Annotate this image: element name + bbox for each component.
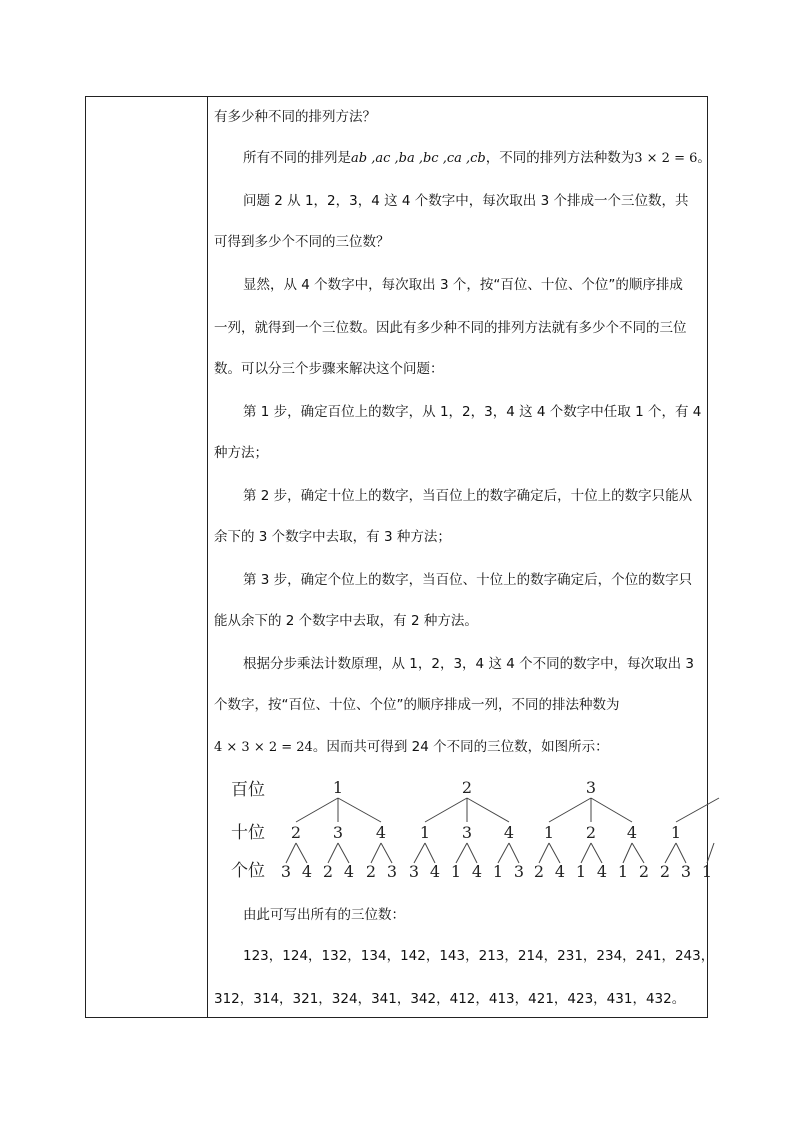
tree-branch-tens-units — [296, 843, 307, 863]
tens-digit: 3 — [461, 823, 473, 842]
tree-branch-tens-units — [707, 843, 714, 863]
units-digit: 1 — [701, 862, 713, 881]
tree-branch-hundreds-tens — [467, 798, 509, 822]
tens-digit: 2 — [290, 823, 302, 842]
tree-branch-tens-units — [338, 843, 349, 863]
text-line-2 — [243, 148, 711, 169]
text-line-18: 123，124，132，134，142，143，213，214，231，234，241，243， — [243, 948, 715, 964]
text-line-17: 由此可写出所有的三位数： — [243, 907, 405, 923]
tree-branch-hundreds-tens — [425, 798, 467, 822]
units-digit: 4 — [554, 862, 566, 881]
tens-digit: 1 — [670, 823, 682, 842]
units-digit: 3 — [513, 862, 525, 881]
digit-tree-diagram — [214, 772, 713, 886]
units-digit: 2 — [659, 862, 671, 881]
tens-digit: 4 — [626, 823, 638, 842]
text-line-14: 根据分步乘法计数原理，从 1，2，3，4 这 4 个不同的数字中，每次取出 3 — [243, 656, 694, 672]
text-line-10: 第 2 步，确定十位上的数字，当百位上的数字确定后，十位上的数字只能从 — [243, 488, 693, 504]
tree-branch-hundreds-tens — [338, 798, 381, 822]
tree-branch-hundreds-tens — [549, 798, 591, 822]
units-digit: 4 — [301, 862, 313, 881]
text-line-2-suffix: ，不同的排列方法种数为 — [485, 150, 635, 166]
tree-branch-tens-units — [456, 843, 467, 863]
text-line-4: 可得到多少个不同的三位数？ — [214, 234, 390, 250]
units-digit: 1 — [575, 862, 587, 881]
row-label-units: 个位 — [231, 861, 265, 881]
units-digit: 2 — [533, 862, 545, 881]
equation-3x2: 3 × 2 = 6 — [634, 151, 698, 166]
text-line-7: 数。可以分三个步骤来解决这个问题： — [214, 361, 444, 377]
units-digit: 3 — [386, 862, 398, 881]
tree-branch-tens-units — [581, 843, 591, 863]
tens-digit: 2 — [585, 823, 597, 842]
units-digit: 4 — [596, 862, 608, 881]
text-line-8: 第 1 步，确定百位上的数字，从 1，2，3，4 这 4 个数字中任取 1 个，有 4 — [243, 404, 702, 420]
tens-digit: 1 — [419, 823, 431, 842]
text-line-5: 显然，从 4 个数字中，每次取出 3 个，按“百位、十位、个位”的顺序排成 — [243, 277, 683, 293]
tree-branch-tens-units — [414, 843, 425, 863]
tree-branch-tens-units — [498, 843, 509, 863]
tree-branch-tens-units — [623, 843, 632, 863]
units-digit: 4 — [343, 862, 355, 881]
hundreds-digit: 3 — [585, 778, 597, 797]
text-line-11: 余下的 3 个数字中去取，有 3 种方法； — [214, 529, 451, 545]
units-digit: 3 — [408, 862, 420, 881]
tree-branch-hundreds-tens — [591, 798, 632, 822]
text-line-6: 一列，就得到一个三位数。因此有多少种不同的排列方法就有多少个不同的三位 — [214, 320, 687, 336]
permutations-list: ab ,ac ,ba ,bc ,ca ,cb — [351, 151, 486, 166]
tree-branch-tens-units — [591, 843, 602, 863]
units-digit: 1 — [617, 862, 629, 881]
row-label-tens: 十位 — [231, 823, 265, 843]
tree-branch-tens-units — [381, 843, 392, 863]
units-digit: 1 — [450, 862, 462, 881]
text-line-16 — [214, 737, 609, 758]
row-label-hundreds: 百位 — [231, 780, 265, 800]
text-line-16-text: 。因而共可得到 24 个不同的三位数，如图所示： — [312, 739, 609, 755]
units-digit: 3 — [280, 862, 292, 881]
tens-digit: 1 — [543, 823, 555, 842]
units-digit: 1 — [492, 862, 504, 881]
text-line-13: 能从余下的 2 个数字中去取，有 2 种方法。 — [214, 613, 478, 629]
tree-branch-tens-units — [286, 843, 296, 863]
tree-branch-tens-units — [328, 843, 338, 863]
tens-digit: 4 — [503, 823, 515, 842]
tree-branch-tens-units — [676, 843, 686, 863]
hundreds-digit: 1 — [332, 778, 344, 797]
tree-branch-tens-units — [371, 843, 381, 863]
units-digit: 4 — [471, 862, 483, 881]
text-line-9: 种方法； — [214, 445, 268, 461]
tree-branch-tens-units — [665, 843, 676, 863]
column-divider — [207, 97, 208, 1017]
units-digit: 4 — [429, 862, 441, 881]
tree-branch-tens-units — [539, 843, 549, 863]
tens-digit: 3 — [332, 823, 344, 842]
tree-branch-tens-units — [549, 843, 560, 863]
text-line-15: 个数字，按“百位、十位、个位”的顺序排成一列，不同的排法种数为 — [214, 697, 620, 713]
tree-branch-tens-units — [467, 843, 477, 863]
text-line-19: 312，314，321，324，341，342，412，413，421，423，431，432。 — [214, 991, 686, 1007]
tree-branch-hundreds-tens — [296, 798, 338, 822]
text-line-2-prefix: 所有不同的排列是 — [243, 150, 351, 166]
units-digit: 2 — [638, 862, 650, 881]
tree-branch-hundreds-tens — [676, 798, 719, 822]
units-digit: 2 — [322, 862, 334, 881]
hundreds-digit: 2 — [461, 778, 473, 797]
tree-branch-tens-units — [509, 843, 519, 863]
tree-branch-tens-units — [425, 843, 435, 863]
text-line-2-end: 。 — [697, 150, 711, 166]
equation-4x3x2: 4 × 3 × 2 = 24 — [214, 740, 313, 755]
text-line-12: 第 3 步，确定个位上的数字，当百位、十位上的数字确定后，个位的数字只 — [243, 572, 693, 588]
tens-digit: 4 — [375, 823, 387, 842]
tree-branch-tens-units — [632, 843, 644, 863]
units-digit: 2 — [365, 862, 377, 881]
units-digit: 3 — [680, 862, 692, 881]
text-line-1: 有多少种不同的排列方法？ — [214, 109, 376, 125]
text-line-3: 问题 2 从 1，2，3，4 这 4 个数字中，每次取出 3 个排成一个三位数，共 — [243, 193, 689, 209]
